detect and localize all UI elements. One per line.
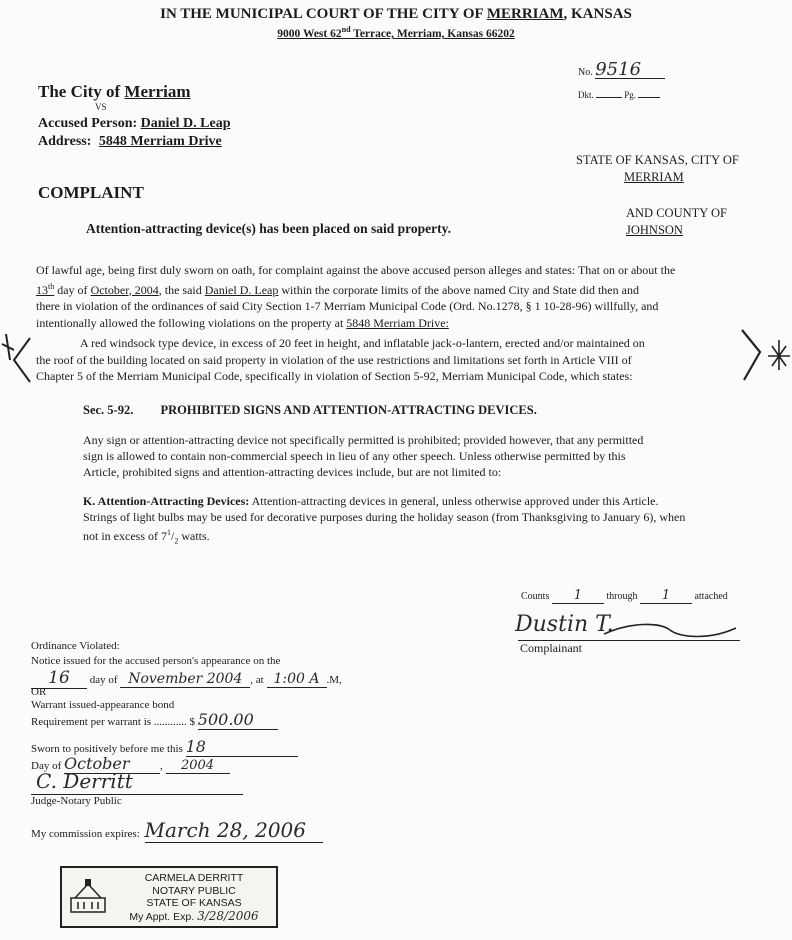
docket-label: Dkt. (578, 90, 594, 100)
allegation-day-sup: th (48, 281, 55, 291)
attached-label: attached (694, 591, 728, 602)
counts-field (521, 588, 728, 604)
section-k-text (83, 493, 783, 549)
counts-value: 1 (552, 588, 604, 604)
commission-field (31, 818, 323, 843)
allegation-rest: within the corporate limits of the above named City and State did then and (278, 282, 639, 297)
state-city-label: STATE OF KANSAS, CITY OF (576, 153, 739, 167)
appearance-time-value: 1:00 A (267, 671, 327, 688)
ordinance-violated-label: Ordinance Violated: (31, 640, 120, 652)
section-text-line-1: Any sign or attention-attracting device not specifically permitted is prohibited; provided however, that any permitted (83, 433, 644, 447)
allegation-month: October, 2004 (90, 282, 159, 297)
appearance-day-value: 16 (31, 668, 87, 689)
judge-signature: C. Derritt (36, 769, 133, 793)
appearance-date-field (31, 668, 342, 689)
case-number-label: No. (578, 67, 593, 78)
county-label: AND COUNTY OF (626, 206, 727, 220)
docket-field (578, 90, 660, 100)
court-title-text: IN THE MUNICIPAL COURT OF THE CITY OF (160, 6, 487, 22)
complaint-title: COMPLAINT (38, 183, 144, 202)
section-text-line-3: Article, prohibited signs and attention-attracting devices include, but are not limited to: (83, 465, 502, 479)
allegation-day (36, 283, 54, 297)
allegation-line-2 (36, 279, 766, 299)
allegation-line-4 (36, 315, 766, 332)
allegation-line-3: there in violation of the ordinances of said City Section 1-7 Merriam Municipal Code (Ord. No.1278, § 1 10-28-96) willfully, and (36, 299, 659, 313)
bond-field (31, 710, 278, 730)
court-title-city: MERRIAM (486, 6, 564, 22)
violation-line-2: the roof of the building located on said property in violation of the use restrictions and limitations set forth in Article VIII of (36, 352, 632, 367)
or-label: OR (31, 686, 47, 698)
section-k-line-3 (83, 525, 783, 549)
commission-label: My commission expires: (31, 828, 140, 840)
court-title-state: , KANSAS (563, 6, 632, 22)
jurisdiction-county (626, 205, 727, 239)
allegation-day-value: 13 (36, 282, 48, 297)
docket-blank (596, 97, 622, 98)
address-value: 5848 Merriam Drive (98, 134, 222, 149)
section-k-line-2: Strings of light bulbs may be used for decorative purposes during the holiday season (from Thanksgiving to January 6), when (83, 510, 686, 524)
section-title: PROHIBITED SIGNS AND ATTENTION-ATTRACTING DEVICES. (160, 403, 537, 417)
jurisdiction-state (576, 152, 739, 186)
notice-label: Notice issued for the accused person's appearance on the (31, 655, 281, 667)
sworn-day-value: 18 (186, 737, 298, 757)
sworn-month-field: Day of October , 2004 (31, 754, 230, 774)
section-k-line-1 (83, 493, 783, 509)
sworn-label: Sworn to positively before me this (31, 743, 183, 755)
accused-name: Daniel D. Leap (140, 116, 231, 131)
page-blank (638, 97, 660, 98)
section-k-fraction-num: 1 (166, 528, 171, 537)
section-number: Sec. 5-92. (83, 403, 134, 417)
accused-address (38, 134, 222, 150)
address-label: Address: (38, 134, 92, 149)
section-k-line-1-text: Attention-attracting devices in general, unless otherwise approved under this Article. (249, 494, 659, 508)
versus-label: VS (95, 102, 107, 112)
accused-person (38, 116, 231, 132)
stamp-state: STATE OF KANSAS (146, 897, 242, 909)
sworn-month-value: October (64, 754, 160, 774)
bond-requirement-label: Requirement per warrant is ............ $ (31, 716, 196, 728)
stamp-appointment-value: 3/28/2006 (197, 908, 259, 923)
violation-line-3: Chapter 5 of the Merriam Municipal Code, specifically in violation of Section 5-92, Merriam Municipal Code, which states: (36, 369, 633, 383)
sworn-day-of-label: Day of (31, 760, 62, 772)
appearance-meridiem-label: .M, (326, 674, 342, 686)
appearance-at-label: , at (250, 674, 264, 686)
plaintiff-city: Merriam (124, 82, 191, 101)
court-address-start: 9000 West 62 (277, 27, 342, 40)
court-address-sup: nd (341, 25, 351, 34)
left-margin-mark (0, 330, 34, 390)
sworn-year-value: 2004 (166, 758, 230, 774)
counts-label: Counts (521, 591, 550, 602)
allegation-line-4-text: intentionally allowed the following violations on the property at (36, 315, 347, 330)
section-k-line-3-end: watts. (178, 529, 210, 543)
bond-amount-value: 500.00 (198, 710, 278, 730)
section-k-fraction-slash: / (170, 529, 175, 543)
notary-stamp (60, 866, 278, 928)
complainant-label: Complainant (520, 641, 582, 655)
violation-line-1: A red windsock type device, in excess of 20 feet in height, and inflatable jack-o-lantern, erected and/or maintained on (80, 336, 645, 350)
allegation-day-of: day of (54, 282, 91, 297)
section-heading (83, 403, 537, 418)
violation-paragraph (36, 335, 776, 385)
allegation-line-1: Of lawful age, being first duly sworn on oath, for complaint against the above accused person alleges and states: That on or about the (36, 263, 676, 277)
section-k-line-3-text: not in excess of 7 (83, 529, 167, 543)
court-address-end: Terrace, Merriam, Kansas 66202 (350, 27, 515, 40)
case-number-field (578, 59, 665, 80)
court-address (0, 25, 792, 40)
allegation-name: Daniel D. Leap (204, 282, 279, 297)
allegation-said: , the said (158, 282, 205, 297)
allegation-property-address: 5848 Merriam Drive: (346, 315, 449, 330)
through-label: through (606, 591, 638, 602)
court-title (0, 6, 792, 23)
commission-date-value: March 28, 2006 (145, 818, 323, 843)
accused-label: Accused Person: (38, 116, 138, 131)
right-margin-mark (738, 324, 792, 386)
case-number-value: 9516 (595, 62, 665, 79)
complaint-subtitle: Attention-attracting device(s) has been placed on said property. (86, 221, 451, 236)
section-k-fraction-den: 2 (174, 536, 179, 546)
stamp-notary-title: NOTARY PUBLIC (152, 884, 236, 897)
through-value: 1 (640, 588, 692, 604)
stamp-appointment-label: My Appt. Exp. (129, 910, 195, 923)
section-text (83, 432, 773, 480)
page-label: Pg. (624, 90, 637, 100)
stamp-appointment (116, 910, 272, 924)
plaintiff (38, 82, 191, 102)
state-city-value: MERRIAM (624, 170, 684, 184)
stamp-notary-name: CARMELA DERRITT (144, 872, 244, 884)
county-value: JOHNSON (626, 223, 683, 237)
section-text-line-2: sign is allowed to contain non-commercial speech in lieu of any other speech. Unless otherwise permitted by this (83, 449, 626, 463)
appearance-day-of-label: day of (89, 674, 118, 686)
complainant-signature: Dustin T. (515, 612, 614, 637)
section-k-label: K. Attention-Attracting Devices: (83, 494, 250, 508)
judge-notary-label: Judge-Notary Public (31, 795, 122, 807)
stamp-text (116, 872, 272, 923)
allegation-paragraph (36, 262, 766, 331)
appearance-month-value: November 2004 (120, 671, 250, 688)
plaintiff-text: The City of (38, 82, 125, 101)
state-seal-icon (68, 876, 108, 916)
warrant-label: Warrant issued-appearance bond (31, 699, 175, 711)
